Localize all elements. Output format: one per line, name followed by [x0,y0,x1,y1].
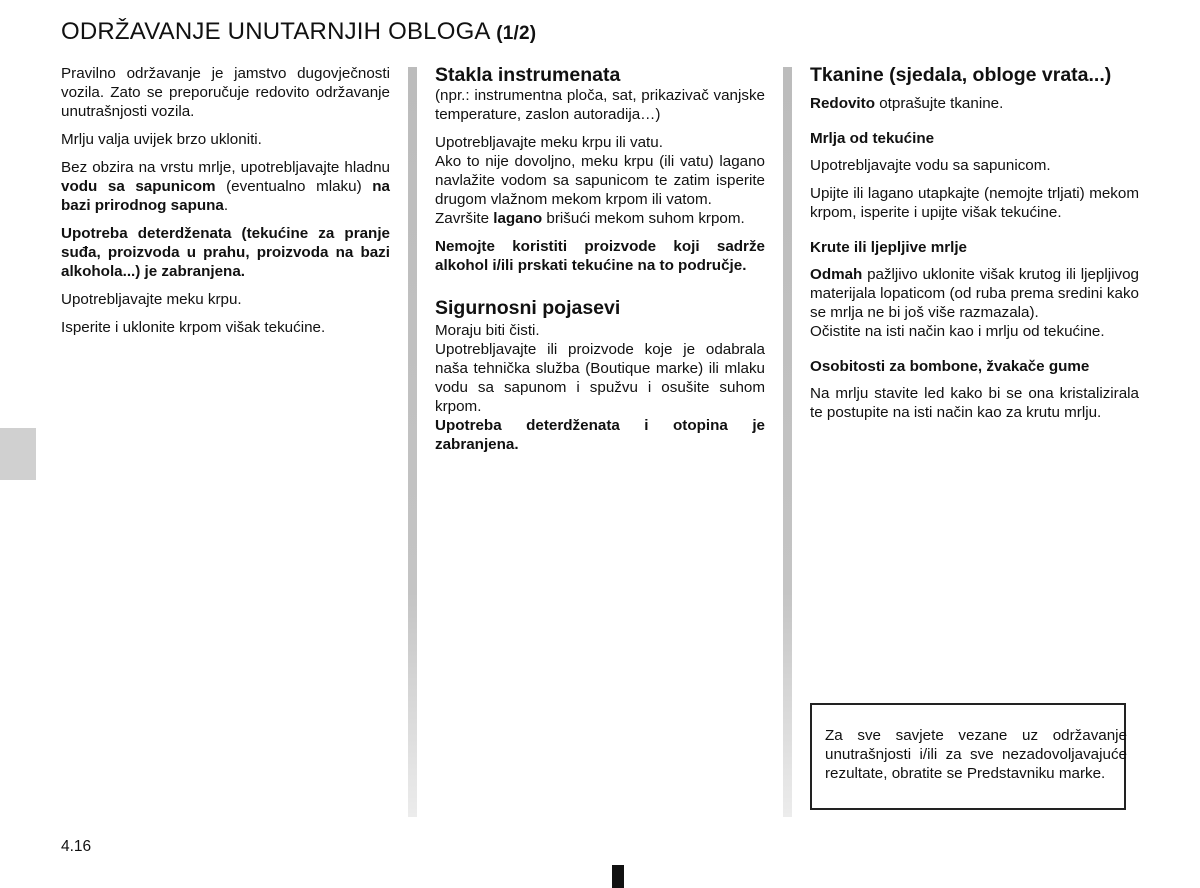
rinse-paragraph: Isperite i uklonite krpom višak tekućine. [61,319,326,336]
instrument-alcohol-warning: Nemojte koristiti proizvode koji sadrže alkohol i/ili prskati tekućine na to područje. [435,238,765,274]
page-title-part: (1/2) [496,23,537,44]
subheading-liquid-stain: Mrlja od tekućine [810,130,935,147]
column-fabrics [810,64,1139,431]
section-heading-seat-belts: Sigurnosni pojasevi [435,297,621,319]
page-title-text: ODRŽAVANJE UNUTARNJIH OBLOGA [61,18,490,45]
soap-water-paragraph: Bez obzira na vrstu mrlje, upotrebljavajte hladnu vodu sa sapunicom (eventualno mlaku) na bazi prirodnog sapuna. [61,159,390,214]
instrument-soft-cloth: Upotrebljavajte meku krpu ili vatu. [435,134,663,151]
subheading-solid-sticky-stain: Krute ili ljepljive mrlje [810,239,967,256]
section-heading-instrument-glass: Stakla instrumenata [435,64,621,86]
dealer-note-text: Za sve savjete vezane uz održavanje unutrašnjosti i/ili za sve nezadovoljavajuće rezultate, obratite se Predstavniku marke. [825,727,1127,782]
candy-gum-ice: Na mrlju stavite led kako bi se ona kristalizirala te postupite na isti način kao za krutu mrlju. [810,385,1139,421]
solid-clean: Očistite na isti način kao i mrlju od tekućine. [810,323,1105,340]
page-number: 4.16 [61,838,92,855]
page-edge-marker [612,865,624,888]
column-divider [783,67,792,817]
quick-removal-paragraph: Mrlju valja uvijek brzo ukloniti. [61,131,262,148]
belts-detergent-warning: Upotreba deterdženata i otopina je zabranjena. [435,417,765,453]
subheading-candy-gum: Osobitosti za bombone, žvakače gume [810,358,1090,375]
solid-remove: Odmah pažljivo uklonite višak krutog ili ljepljivog materijala lopaticom (od ruba prema sredini kako se mrlja ne bi još više razmazala). [810,266,1139,321]
instrument-moisten: Ako to nije dovoljno, meku krpu (ili vatu) lagano navlažite vodom sa sapunicom te zatim isperite drugom vlažnom mekom krpom ili vatom. [435,153,765,208]
liquid-soap-water: Upotrebljavajte vodu sa sapunicom. [810,157,1051,174]
fabrics-dust: Redovito otprašujte tkanine. [810,95,1004,112]
instrument-finish: Završite lagano brišući mekom suhom krpom. [435,210,745,227]
belts-products: Upotrebljavajte ili proizvode koje je odabrala naša tehnička služba (Boutique marke) ili mlaku vodu sa sapunom i spužvu i osušite suhom krpom. [435,341,765,415]
page-title [61,18,536,46]
instrument-examples: (npr.: instrumentna ploča, sat, prikazivač vanjske temperature, zaslon autoradija…) [435,87,765,123]
dealer-note-box [810,703,1126,810]
column-divider [408,67,417,817]
column-instruments-belts [435,64,765,463]
soft-cloth-paragraph: Upotrebljavajte meku krpu. [61,291,242,308]
chapter-thumb-tab [0,428,36,480]
detergent-warning: Upotreba deterdženata (tekućine za pranje suđa, proizvoda u prahu, proizvoda na bazi alkohola...) je zabranjena. [61,225,390,280]
intro-paragraph: Pravilno održavanje je jamstvo dugovječnosti vozila. Zato se preporučuje redovito održavanje unutrašnjosti vozila. [61,65,390,120]
liquid-blot: Upijte ili lagano utapkajte (nemojte trljati) mekom krpom, isperite i upijte višak tekućine. [810,185,1139,221]
section-heading-fabrics: Tkanine (sjedala, obloge vrata...) [810,64,1112,86]
column-intro [61,64,390,346]
belts-clean: Moraju biti čisti. [435,322,540,339]
section-spacer [435,284,765,297]
